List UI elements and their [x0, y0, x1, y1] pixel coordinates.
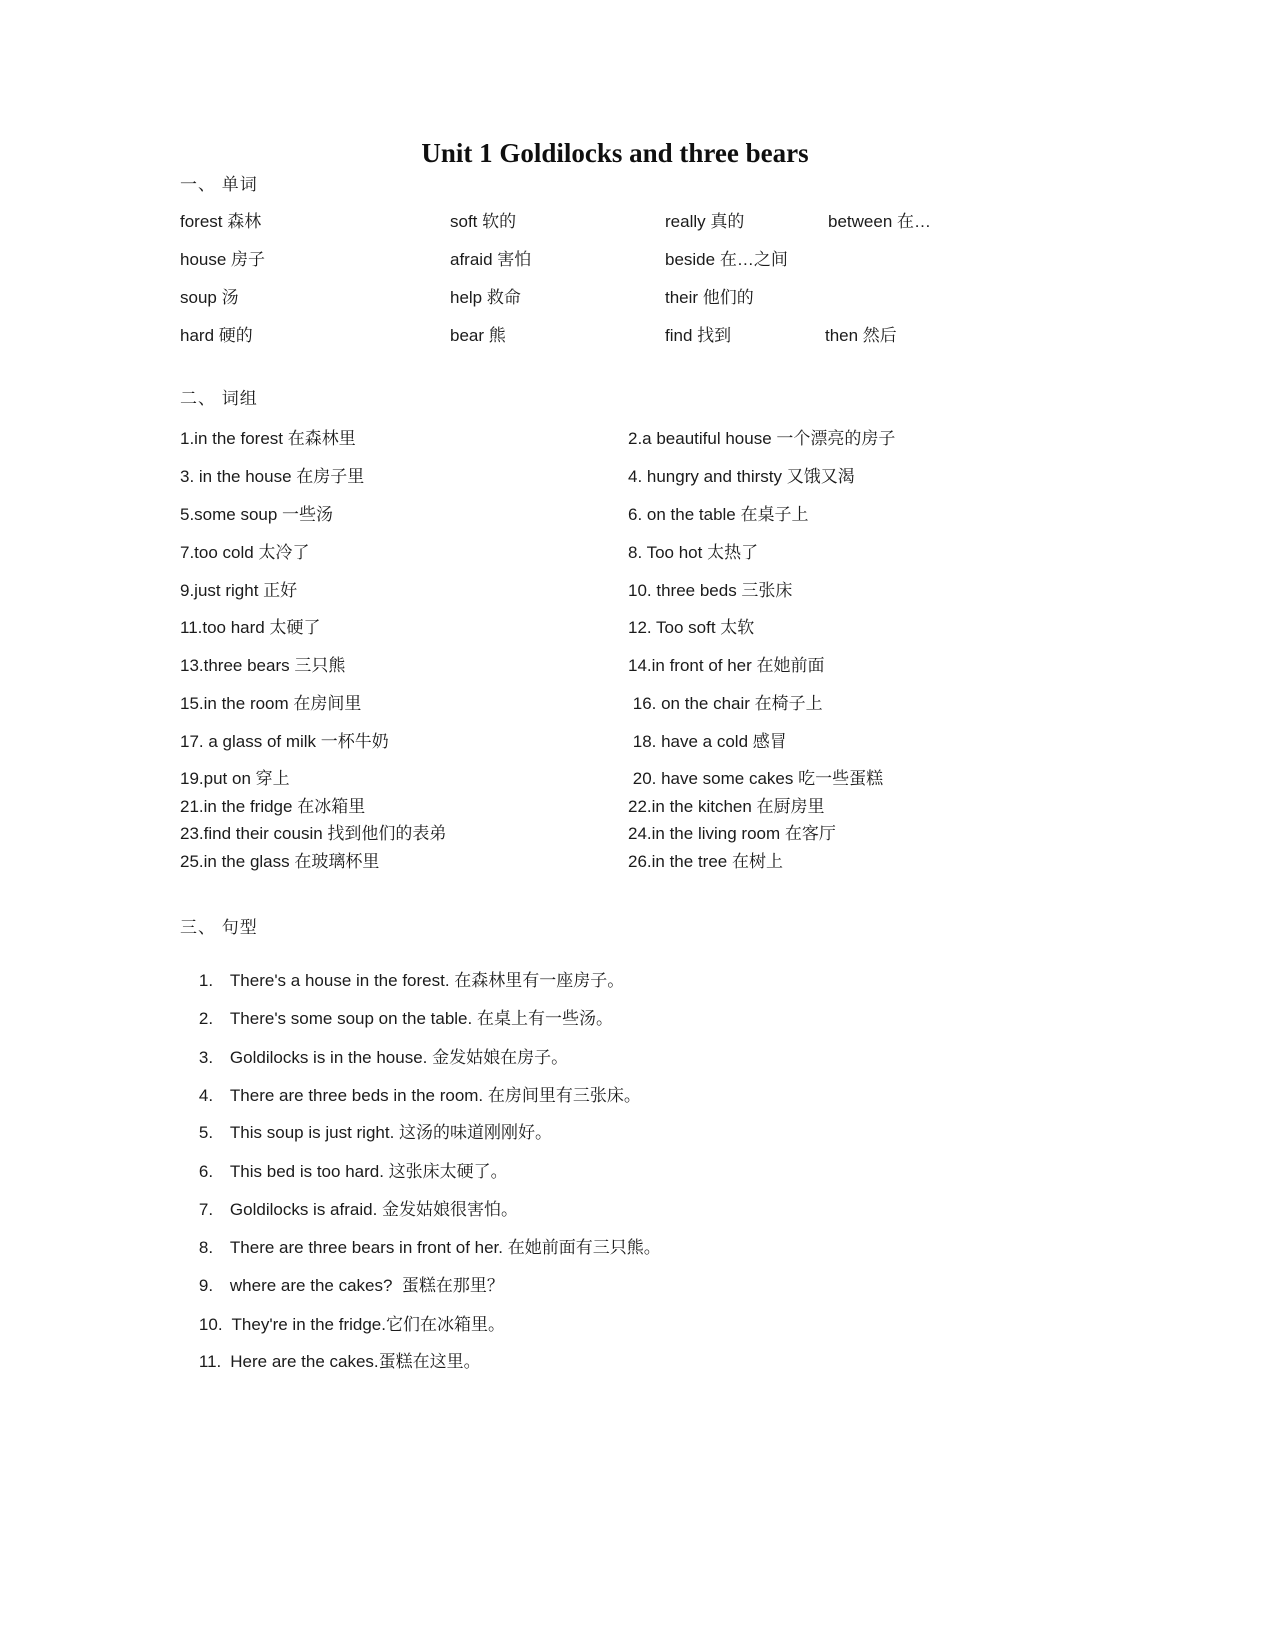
phrase-row — [180, 792, 1245, 818]
phrase-row — [180, 424, 1245, 450]
phrase-item: 15.in the room 在房间里 — [180, 694, 362, 713]
section-heading-phrases: 二、 词组 — [180, 389, 258, 408]
sentence-number: 11. — [198, 1352, 222, 1371]
phrase-row — [180, 651, 1245, 677]
word-item: help 救命 — [450, 288, 521, 307]
sentence-item — [180, 1061, 1245, 1105]
word-row — [180, 283, 1245, 309]
phrase-item: 12. Too soft 太软 — [628, 618, 755, 637]
phrase-row — [180, 613, 1245, 639]
phrase-item: 19.put on 穿上 — [180, 769, 290, 788]
sentence-item — [180, 1137, 1245, 1181]
sentence-number: 6. — [198, 1162, 214, 1181]
sentence-text: Here are the cakes.蛋糕在这里。 — [230, 1352, 481, 1371]
phrase-item: 14.in front of her 在她前面 — [628, 656, 825, 675]
sentence-text: Goldilocks is afraid. 金发姑娘很害怕。 — [229, 1200, 519, 1219]
word-item: forest 森林 — [180, 212, 262, 231]
sentence-text: There are three beds in the room. 在房间里有三张床。 — [229, 1086, 641, 1105]
phrase-row — [180, 538, 1245, 564]
phrase-item: 6. on the table 在桌子上 — [628, 505, 809, 524]
phrase-item: 21.in the fridge 在冰箱里 — [180, 797, 366, 816]
phrase-item: 22.in the kitchen 在厨房里 — [628, 797, 825, 816]
word-row — [180, 321, 1245, 347]
word-item: find 找到 — [665, 326, 732, 345]
word-item: soft 软的 — [450, 212, 517, 231]
sentence-text: There's some soup on the table. 在桌上有一些汤。 — [229, 1009, 613, 1028]
sentence-number: 7. — [198, 1200, 214, 1219]
phrase-item: 11.too hard 太硬了 — [180, 618, 321, 637]
phrase-item: 10. three beds 三张床 — [628, 581, 793, 600]
word-item: house 房子 — [180, 250, 266, 269]
sentence-item — [180, 1098, 1245, 1142]
sentence-number: 8. — [198, 1238, 214, 1257]
phrase-item: 7.too cold 太冷了 — [180, 543, 310, 562]
phrase-item: 3. in the house 在房子里 — [180, 467, 365, 486]
sentence-item — [180, 984, 1245, 1028]
phrase-item: 9.just right 正好 — [180, 581, 298, 600]
sentence-text: This soup is just right. 这汤的味道刚刚好。 — [229, 1123, 553, 1142]
sentence-number: 9. — [198, 1276, 214, 1295]
sentence-text: There's a house in the forest. 在森林里有一座房子。 — [229, 971, 625, 990]
phrase-item: 13.three bears 三只熊 — [180, 656, 346, 675]
section-heading-words: 一、 单词 — [180, 175, 258, 194]
phrase-row — [180, 576, 1245, 602]
sentence-number: 10. — [198, 1315, 223, 1334]
sentence-number: 1. — [198, 971, 214, 990]
phrase-item: 25.in the glass 在玻璃杯里 — [180, 852, 380, 871]
phrase-row — [180, 764, 1245, 790]
phrase-row — [180, 500, 1245, 526]
word-item: beside 在…之间 — [665, 250, 788, 269]
word-row — [180, 245, 1245, 271]
phrase-item: 2.a beautiful house 一个漂亮的房子 — [628, 429, 896, 448]
sentence-item — [180, 1175, 1245, 1219]
phrase-item: 26.in the tree 在树上 — [628, 852, 783, 871]
phrase-row — [180, 847, 1245, 873]
word-item: their 他们的 — [665, 288, 754, 307]
sentence-text: There are three bears in front of her. 在她前面有三只熊。 — [229, 1238, 661, 1257]
phrase-item: 17. a glass of milk 一杯牛奶 — [180, 732, 389, 751]
word-item: between 在… — [828, 212, 931, 231]
sentence-item — [180, 1023, 1245, 1067]
phrase-item: 20. have some cakes 吃一些蛋糕 — [628, 769, 884, 788]
sentence-item — [180, 1327, 1245, 1371]
sentence-text: They're in the fridge.它们在冰箱里。 — [231, 1315, 505, 1334]
section-heading-sentences: 三、 句型 — [180, 918, 258, 937]
sentence-text: This bed is too hard. 这张床太硬了。 — [229, 1162, 508, 1181]
sentence-number: 3. — [198, 1048, 214, 1067]
sentence-number: 2. — [198, 1009, 214, 1028]
sentence-number: 4. — [198, 1086, 214, 1105]
phrase-row — [180, 689, 1245, 715]
phrase-item: 5.some soup 一些汤 — [180, 505, 334, 524]
phrase-item: 16. on the chair 在椅子上 — [628, 694, 823, 713]
word-item: really 真的 — [665, 212, 745, 231]
phrase-row — [180, 727, 1245, 753]
phrase-item: 1.in the forest 在森林里 — [180, 429, 356, 448]
word-row — [180, 207, 1245, 233]
phrase-item: 24.in the living room 在客厅 — [628, 824, 836, 843]
sentence-item — [180, 1290, 1245, 1334]
sentence-item — [180, 1251, 1245, 1295]
word-item: hard 硬的 — [180, 326, 253, 345]
word-item: then 然后 — [825, 326, 897, 345]
word-item: soup 汤 — [180, 288, 239, 307]
phrase-item: 18. have a cold 感冒 — [628, 732, 787, 751]
phrase-row — [180, 462, 1245, 488]
phrase-item: 23.find their cousin 找到他们的表弟 — [180, 824, 447, 843]
sentence-item — [180, 946, 1245, 990]
sentence-item — [180, 1213, 1245, 1257]
word-item: bear 熊 — [450, 326, 506, 345]
sentence-text: where are the cakes? 蛋糕在那里？ — [229, 1276, 504, 1295]
sentence-text: Goldilocks is in the house. 金发姑娘在房子。 — [229, 1048, 569, 1067]
phrase-item: 8. Too hot 太热了 — [628, 543, 759, 562]
word-item: afraid 害怕 — [450, 250, 532, 269]
page-title: Unit 1 Goldilocks and three bears — [421, 138, 809, 168]
phrase-item: 4. hungry and thirsty 又饿又渴 — [628, 467, 855, 486]
sentence-number: 5. — [198, 1123, 214, 1142]
phrase-row — [180, 819, 1245, 845]
